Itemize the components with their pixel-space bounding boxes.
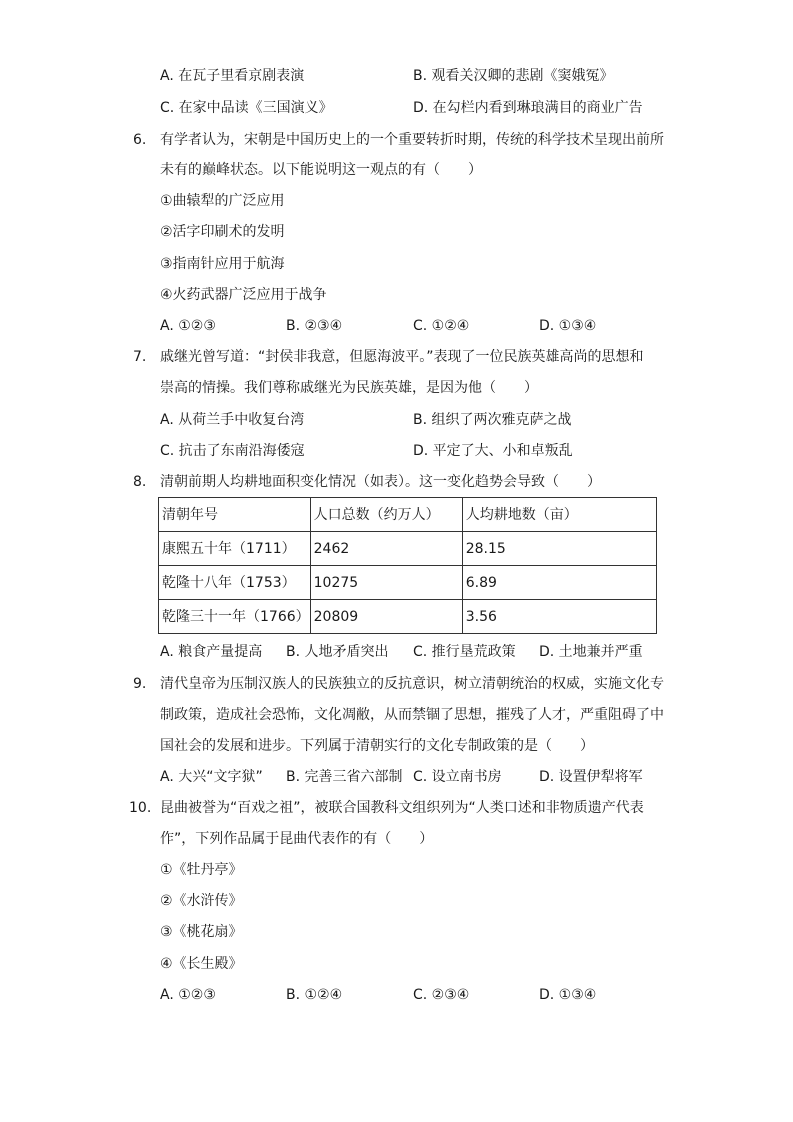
q8-stem-line1: 清朝前期人均耕地面积变化情况（如表）。这一变化趋势会导致（ ） — [160, 474, 601, 490]
table-cell: 28.15 — [462, 532, 656, 566]
q10-item-4: ④《长生殿》 — [160, 956, 243, 972]
table-cell: 乾隆三十一年（1766） — [159, 600, 311, 634]
q6-stem-line1: 有学者认为，宋朝是中国历史上的一个重要转折时期，传统的科学技术呈现出前所 — [160, 132, 664, 148]
q9-option-a: A. 大兴“文字狱” — [160, 769, 263, 785]
q10-option-b: B. ①②④ — [286, 987, 343, 1003]
q5-option-a: A. 在瓦子里看京剧表演 — [160, 68, 305, 84]
q8-option-a: A. 粮食产量提高 — [160, 644, 263, 660]
q6-item-2: ②活字印刷术的发明 — [160, 224, 285, 240]
table-cell: 3.56 — [462, 600, 656, 634]
population-farmland-table — [158, 497, 657, 634]
q6-item-3: ③指南针应用于航海 — [160, 256, 285, 272]
table-cell: 20809 — [310, 600, 462, 634]
q5-option-c: C. 在家中品读《三国演义》 — [160, 100, 333, 116]
q10-item-3: ③《桃花扇》 — [160, 924, 243, 940]
q10-item-2: ②《水浒传》 — [160, 893, 243, 909]
q8-option-c: C. 推行垦荒政策 — [413, 644, 516, 660]
table-cell: 2462 — [310, 532, 462, 566]
q9-option-d: D. 设置伊犁将军 — [539, 769, 643, 785]
table-cell: 康熙五十年（1711） — [159, 532, 311, 566]
q6-item-1: ①曲辕犁的广泛应用 — [160, 193, 285, 209]
table-row — [159, 566, 657, 600]
table-header-row — [159, 498, 657, 532]
q9-stem-line2: 制政策，造成社会恐怖，文化凋敝，从而禁锢了思想，摧残了人才，严重阻碍了中 — [160, 707, 664, 723]
q7-option-c: C. 抗击了东南沿海倭寇 — [160, 443, 305, 459]
table-cell: 10275 — [310, 566, 462, 600]
q7-option-b: B. 组织了两次雅克萨之战 — [413, 412, 572, 428]
q7-stem-line2: 崇高的情操。我们尊称戚继光为民族英雄，是因为他（ ） — [160, 380, 538, 396]
table-header-cell: 清朝年号 — [159, 498, 311, 532]
q8-option-d: D. 土地兼并严重 — [539, 644, 643, 660]
table-header-cell: 人口总数（约万人） — [310, 498, 462, 532]
q9-option-c: C. 设立南书房 — [413, 769, 502, 785]
q6-number: 6. — [133, 132, 147, 148]
q7-stem-line1: 戚继光曾写道：“封侯非我意，但愿海波平。”表现了一位民族英雄高尚的思想和 — [160, 349, 644, 365]
q6-option-a: A. ①②③ — [160, 318, 216, 334]
q9-number: 9. — [133, 676, 147, 692]
q7-option-d: D. 平定了大、小和卓叛乱 — [413, 443, 573, 459]
table-cell: 乾隆十八年（1753） — [159, 566, 311, 600]
q10-option-d: D. ①③④ — [539, 987, 597, 1003]
q6-stem-line2: 未有的巅峰状态。以下能说明这一观点的有（ ） — [160, 162, 482, 178]
q10-option-c: C. ②③④ — [413, 987, 470, 1003]
q9-stem-line3: 国社会的发展和进步。下列属于清朝实行的文化专制政策的是（ ） — [160, 738, 594, 754]
q5-option-b: B. 观看关汉卿的悲剧《窦娥冤》 — [413, 68, 614, 84]
q7-option-a: A. 从荷兰手中收复台湾 — [160, 412, 305, 428]
q5-option-d: D. 在勾栏内看到琳琅满目的商业广告 — [413, 100, 643, 116]
q8-option-b: B. 人地矛盾突出 — [286, 644, 389, 660]
q6-item-4: ④火药武器广泛应用于战争 — [160, 287, 327, 303]
q9-stem-line1: 清代皇帝为压制汉族人的民族独立的反抗意识，树立清朝统治的权威，实施文化专 — [160, 676, 664, 692]
q6-option-b: B. ②③④ — [286, 318, 343, 334]
table-header-cell: 人均耕地数（亩） — [462, 498, 656, 532]
q10-stem-line2: 作”，下列作品属于昆曲代表作的有（ ） — [160, 831, 434, 847]
q6-option-c: C. ①②④ — [413, 318, 470, 334]
table-row — [159, 600, 657, 634]
q10-item-1: ①《牡丹亭》 — [160, 862, 243, 878]
q7-number: 7. — [133, 349, 147, 365]
q10-option-a: A. ①②③ — [160, 987, 216, 1003]
q6-option-d: D. ①③④ — [539, 318, 597, 334]
q10-number: 10. — [129, 800, 152, 816]
q8-number: 8. — [133, 474, 147, 490]
table-cell: 6.89 — [462, 566, 656, 600]
q9-option-b: B. 完善三省六部制 — [286, 769, 403, 785]
table-row — [159, 532, 657, 566]
q10-stem-line1: 昆曲被誉为“百戏之祖”，被联合国教科文组织列为“人类口述和非物质遗产代表 — [160, 800, 644, 816]
